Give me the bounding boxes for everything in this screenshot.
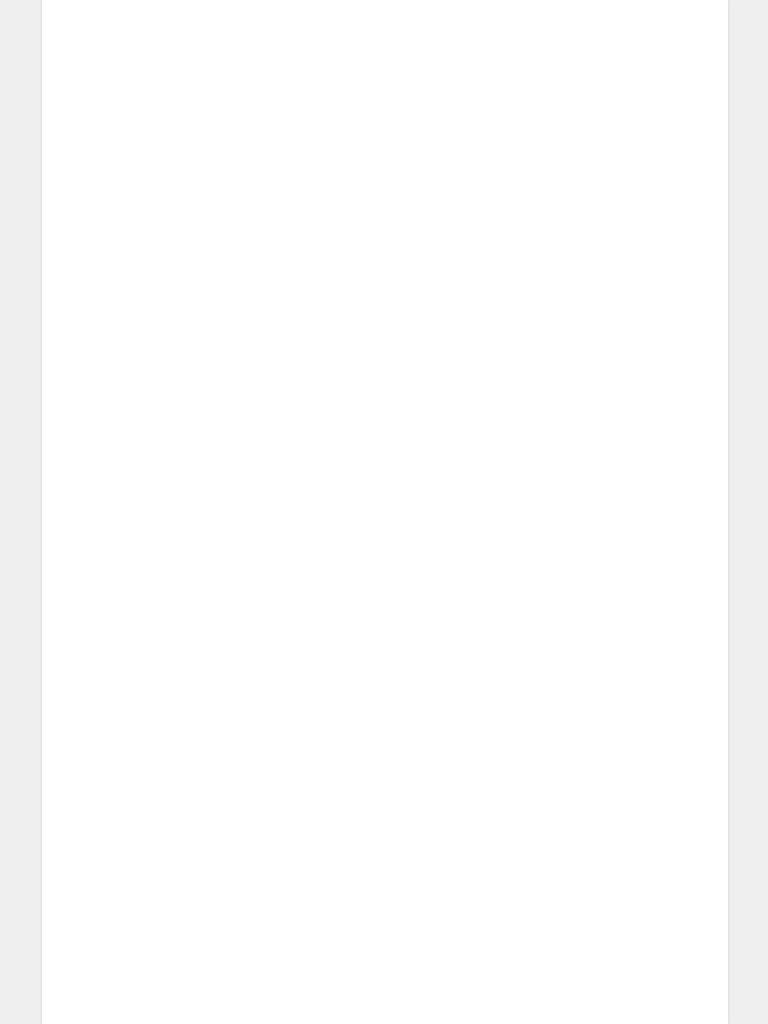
paragraph: [68, 329, 698, 338]
paragraph: [68, 209, 698, 218]
paragraph: [68, 583, 698, 592]
paragraph: [68, 668, 698, 677]
paragraph: [68, 305, 698, 314]
document-title: [68, 2, 698, 11]
paragraph: [68, 523, 698, 532]
paragraph: [68, 172, 698, 181]
paragraph: [68, 366, 698, 375]
paragraph: [68, 426, 698, 435]
paragraph: [68, 414, 698, 423]
paragraph: [68, 378, 698, 387]
paragraph: [68, 499, 698, 508]
paragraph: [68, 63, 698, 72]
paragraph: [68, 716, 698, 725]
document-body: [68, 15, 698, 858]
paragraph: [68, 148, 698, 157]
paragraph: [68, 765, 698, 774]
paragraph: [68, 753, 698, 762]
paragraph: [68, 571, 698, 580]
paragraph: [68, 450, 698, 459]
paragraph: [68, 196, 698, 205]
paragraph: [68, 136, 698, 145]
paragraph: [68, 281, 698, 290]
paragraph: [68, 184, 698, 193]
paragraph: [68, 112, 698, 121]
paragraph: [68, 462, 698, 471]
paragraph: [68, 559, 698, 568]
paragraph: [68, 692, 698, 701]
paragraph: [68, 269, 698, 278]
paragraph: [68, 789, 698, 798]
paragraph: [68, 801, 698, 810]
paragraph: [68, 487, 698, 496]
paragraph: [68, 644, 698, 653]
paragraph: [68, 390, 698, 399]
paragraph: [68, 39, 698, 48]
paragraph: [68, 825, 698, 834]
paragraph: [68, 51, 698, 60]
paragraph: [68, 632, 698, 641]
paragraph: [68, 124, 698, 133]
paragraph: [68, 535, 698, 544]
paragraph: [68, 402, 698, 411]
paragraph: [68, 88, 698, 97]
paragraph: [68, 15, 698, 24]
paragraph: [68, 511, 698, 520]
paragraph: [68, 680, 698, 689]
paragraph: [68, 704, 698, 713]
paragraph: [68, 837, 698, 846]
paragraph: [68, 27, 698, 36]
paragraph: [68, 596, 698, 605]
paragraph: [68, 620, 698, 629]
paragraph: [68, 777, 698, 786]
paragraph: [68, 813, 698, 822]
paragraph: [68, 160, 698, 169]
paragraph: [68, 221, 698, 230]
paragraph: [68, 475, 698, 484]
paragraph: [68, 342, 698, 351]
paragraph: [68, 608, 698, 617]
paragraph: [68, 656, 698, 665]
paragraph: [68, 75, 698, 84]
paragraph: [68, 100, 698, 109]
paragraph: [68, 245, 698, 254]
paragraph: [68, 317, 698, 326]
paragraph: [68, 741, 698, 750]
paragraph: [68, 233, 698, 242]
paragraph: [68, 547, 698, 556]
paragraph: [68, 729, 698, 738]
paragraph: [68, 293, 698, 302]
paragraph: [68, 849, 698, 858]
document-page: [42, 0, 728, 1024]
paragraph: [68, 438, 698, 447]
paragraph: [68, 257, 698, 266]
paragraph: [68, 354, 698, 363]
